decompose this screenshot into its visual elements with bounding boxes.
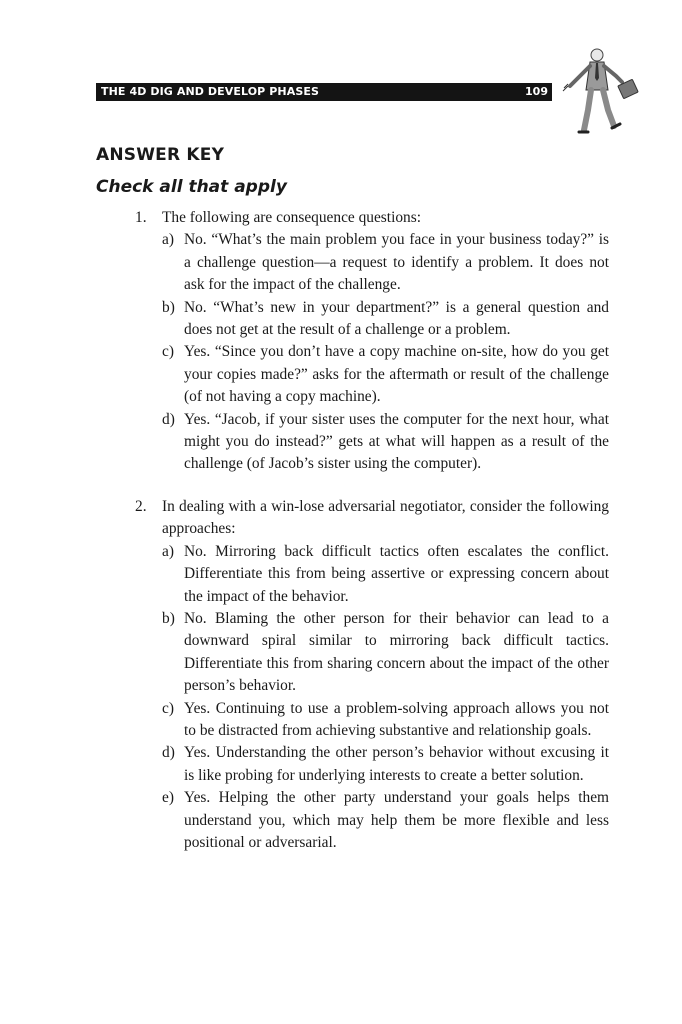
- question-stem: In dealing with a win-lose adversarial negotiator, consider the following approaches:: [162, 497, 609, 538]
- answer-text: Yes. Understanding the other person’s behavior without excusing it is like probing for underlying interests to create a better solution.: [184, 744, 609, 784]
- answer-letter: b): [162, 298, 175, 316]
- section-subtitle: Check all that apply: [96, 177, 287, 197]
- answer-item: [162, 409, 609, 476]
- answer-text: Yes. Continuing to use a problem-solving approach allows you not to be distracted from achieving substantive and relationship goals.: [184, 699, 609, 739]
- answer-text: No. “What’s new in your department?” is a general question and does not get at the result of a challenge or a problem.: [184, 298, 609, 339]
- section-title: ANSWER KEY: [96, 145, 225, 165]
- answer-item: [162, 541, 609, 608]
- answer-letter: c): [162, 343, 174, 361]
- answer-letter: e): [162, 789, 174, 807]
- answer-item: [162, 297, 609, 342]
- answer-letter: b): [162, 609, 175, 627]
- answer-letter: d): [162, 744, 175, 762]
- answer-item: [162, 341, 609, 408]
- answer-text: No. Mirroring back difficult tactics often escalates the conflict. Differentiate this from being assertive or expressing concern about the impact of the behavior.: [184, 542, 609, 605]
- answer-text: No. “What’s the main problem you face in your business today?” is a challenge question—a request to identify a problem. It does not ask for the impact of the challenge.: [184, 231, 609, 294]
- businessman-with-briefcase-icon: [562, 46, 646, 136]
- answer-text: Yes. Helping the other party understand your goals helps them understand you, which may help them be more flexible and less positional or adversarial.: [184, 789, 609, 851]
- question-stem: The following are consequence questions:: [162, 209, 421, 226]
- answer-text: Yes. “Jacob, if your sister uses the computer for the next hour, what might you do instead?” gets at what will happen as a result of the challenge (of Jacob’s sister using the computer).: [184, 410, 609, 473]
- answer-text: Yes. “Since you don’t have a copy machine on-site, how do you get your copies made?” asks for the aftermath or result of the challenge (of not having a copy machine).: [184, 343, 609, 406]
- question-item: [135, 207, 609, 476]
- question-number: 1.: [135, 209, 147, 226]
- answer-list: [135, 207, 609, 854]
- question-item: [135, 496, 609, 855]
- answer-text: No. Blaming the other person for their behavior can lead to a downward spiral similar to mirroring back difficult tactics. Differentiate this from sharing concern about the impact of the other person’s behavior.: [184, 609, 609, 695]
- question-number: 2.: [135, 497, 147, 515]
- answer-item: [162, 787, 609, 854]
- running-header: [96, 83, 552, 101]
- answer-letter: d): [162, 410, 175, 428]
- answer-item: [162, 229, 609, 296]
- answer-letter: a): [162, 542, 174, 560]
- answer-letter: a): [162, 231, 174, 249]
- answer-item: [162, 698, 609, 743]
- running-title: THE 4D DIG AND DEVELOP PHASES: [101, 85, 320, 98]
- answer-item: [162, 742, 609, 787]
- answer-item: [162, 608, 609, 698]
- answer-letter: c): [162, 699, 174, 717]
- page-number: 109: [525, 85, 548, 98]
